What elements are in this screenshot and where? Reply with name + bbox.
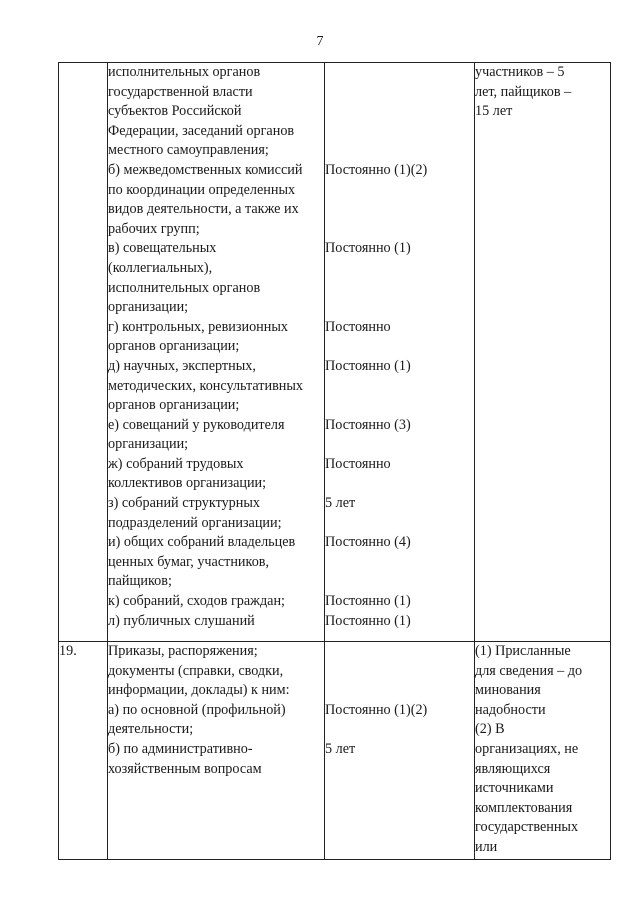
blank-line [325, 396, 474, 416]
document-type-line: государственной власти [108, 83, 253, 100]
blank-line [325, 681, 474, 701]
document-type-line: деятельности; [108, 721, 194, 738]
document-type-line: организации; [108, 299, 189, 316]
note-line: организациях, не [475, 740, 579, 757]
blank-line [325, 642, 474, 662]
blank-line [325, 377, 474, 397]
note-line: комплектования [475, 799, 573, 816]
blank-line [325, 553, 474, 573]
blank-line [325, 720, 474, 740]
note-line: государственных [475, 819, 579, 836]
document-type-line: б) по административно- [108, 740, 253, 757]
document-type-line: б) межведомственных комиссий [108, 161, 303, 178]
blank-line [325, 514, 474, 534]
document-type-line: по координации определенных [108, 181, 296, 198]
document-type-line: Федерации, заседаний органов [108, 122, 295, 139]
blank-line [325, 200, 474, 220]
document-type-line: г) контрольных, ревизионных [108, 318, 288, 335]
retention-term-line: 5 лет [325, 495, 356, 512]
document-type-line: органов организации; [108, 397, 240, 414]
document-type-line: и) общих собраний владельцев [108, 534, 296, 551]
document-type-cell [108, 642, 325, 860]
note-line: 15 лет [475, 103, 513, 120]
document-type-line: методических, консультативных [108, 377, 303, 394]
page-number: 7 [316, 34, 324, 49]
item-number [59, 63, 108, 642]
document-type-line: (коллегиальных), [108, 259, 213, 276]
document-type-line: исполнительных органов [108, 279, 261, 296]
retention-term-line: Постоянно (1) [325, 357, 411, 374]
table-row [59, 63, 611, 642]
document-type-line: местного самоуправления; [108, 142, 269, 159]
document-type-line: коллективов организации; [108, 475, 267, 492]
document-type-line: исполнительных органов [108, 64, 261, 80]
note-line: или [475, 838, 498, 855]
retention-term-line: Постоянно (1) [325, 240, 411, 257]
document-type-line: ж) собраний трудовых [108, 455, 244, 472]
table-body [59, 63, 611, 860]
blank-line [325, 435, 474, 455]
blank-line [325, 662, 474, 682]
blank-line [325, 298, 474, 318]
document-type-line: пайщиков; [108, 573, 172, 590]
notes-cell [475, 642, 611, 860]
document-type-line: л) публичных слушаний [108, 612, 255, 629]
retention-term-line: Постоянно (1)(2) [325, 161, 428, 178]
blank-line [325, 181, 474, 201]
retention-term-cell [325, 642, 475, 860]
retention-term-line: Постоянно (3) [325, 416, 411, 433]
document-type-line: е) совещаний у руководителя [108, 416, 285, 433]
blank-line [325, 63, 474, 83]
document-type-line: д) научных, экспертных, [108, 357, 256, 374]
note-line: лет, пайщиков – [475, 83, 572, 100]
note-line: являющихся [475, 760, 551, 777]
document-type-line: ценных бумаг, участников, [108, 553, 270, 570]
blank-line [325, 102, 474, 122]
notes-cell [475, 63, 611, 642]
note-line: (2) В [475, 721, 505, 738]
retention-term-line: Постоянно (4) [325, 534, 411, 551]
document-type-line: а) по основной (профильной) [108, 701, 286, 718]
blank-line [325, 220, 474, 240]
note-line: участников – 5 [475, 64, 565, 80]
note-line: минования [475, 682, 541, 699]
blank-line [325, 141, 474, 161]
blank-line [325, 572, 474, 592]
blank-line [325, 337, 474, 357]
document-type-line: субъектов Российской [108, 103, 242, 120]
note-line: для сведения – до [475, 662, 583, 679]
table-row [59, 642, 611, 860]
note-line: (1) Присланные [475, 643, 571, 659]
note-line: надобности [475, 701, 546, 718]
retention-term-line: Постоянно (1)(2) [325, 701, 428, 718]
document-type-line: в) совещательных [108, 240, 217, 257]
document-type-line: органов организации; [108, 338, 240, 355]
document-type-line: к) собраний, сходов граждан; [108, 593, 286, 610]
item-number [59, 642, 108, 860]
document-type-line: документы (справки, сводки, [108, 662, 284, 679]
document-type-line: з) собраний структурных [108, 495, 260, 512]
blank-line [325, 259, 474, 279]
document-type-line: организации; [108, 436, 189, 453]
document-type-line: рабочих групп; [108, 220, 200, 237]
document-type-line: видов деятельности, а также их [108, 201, 299, 218]
retention-term-line: Постоянно (1) [325, 612, 411, 629]
document-type-line: информации, доклады) к ним: [108, 682, 290, 699]
retention-term-cell [325, 63, 475, 642]
blank-line [325, 279, 474, 299]
blank-line [325, 83, 474, 103]
blank-line [325, 474, 474, 494]
document-type-line: подразделений организации; [108, 514, 282, 531]
document-type-cell [108, 63, 325, 642]
retention-table [58, 62, 611, 860]
retention-term-line: 5 лет [325, 740, 356, 757]
document-type-line: хозяйственным вопросам [108, 760, 262, 777]
blank-line [325, 122, 474, 142]
note-line: источниками [475, 780, 554, 797]
document-type-line: Приказы, распоряжения; [108, 643, 258, 659]
retention-term-line: Постоянно [325, 455, 391, 472]
retention-term-line: Постоянно [325, 318, 391, 335]
retention-term-line: Постоянно (1) [325, 593, 411, 610]
item-number-text: 19. [59, 643, 77, 659]
